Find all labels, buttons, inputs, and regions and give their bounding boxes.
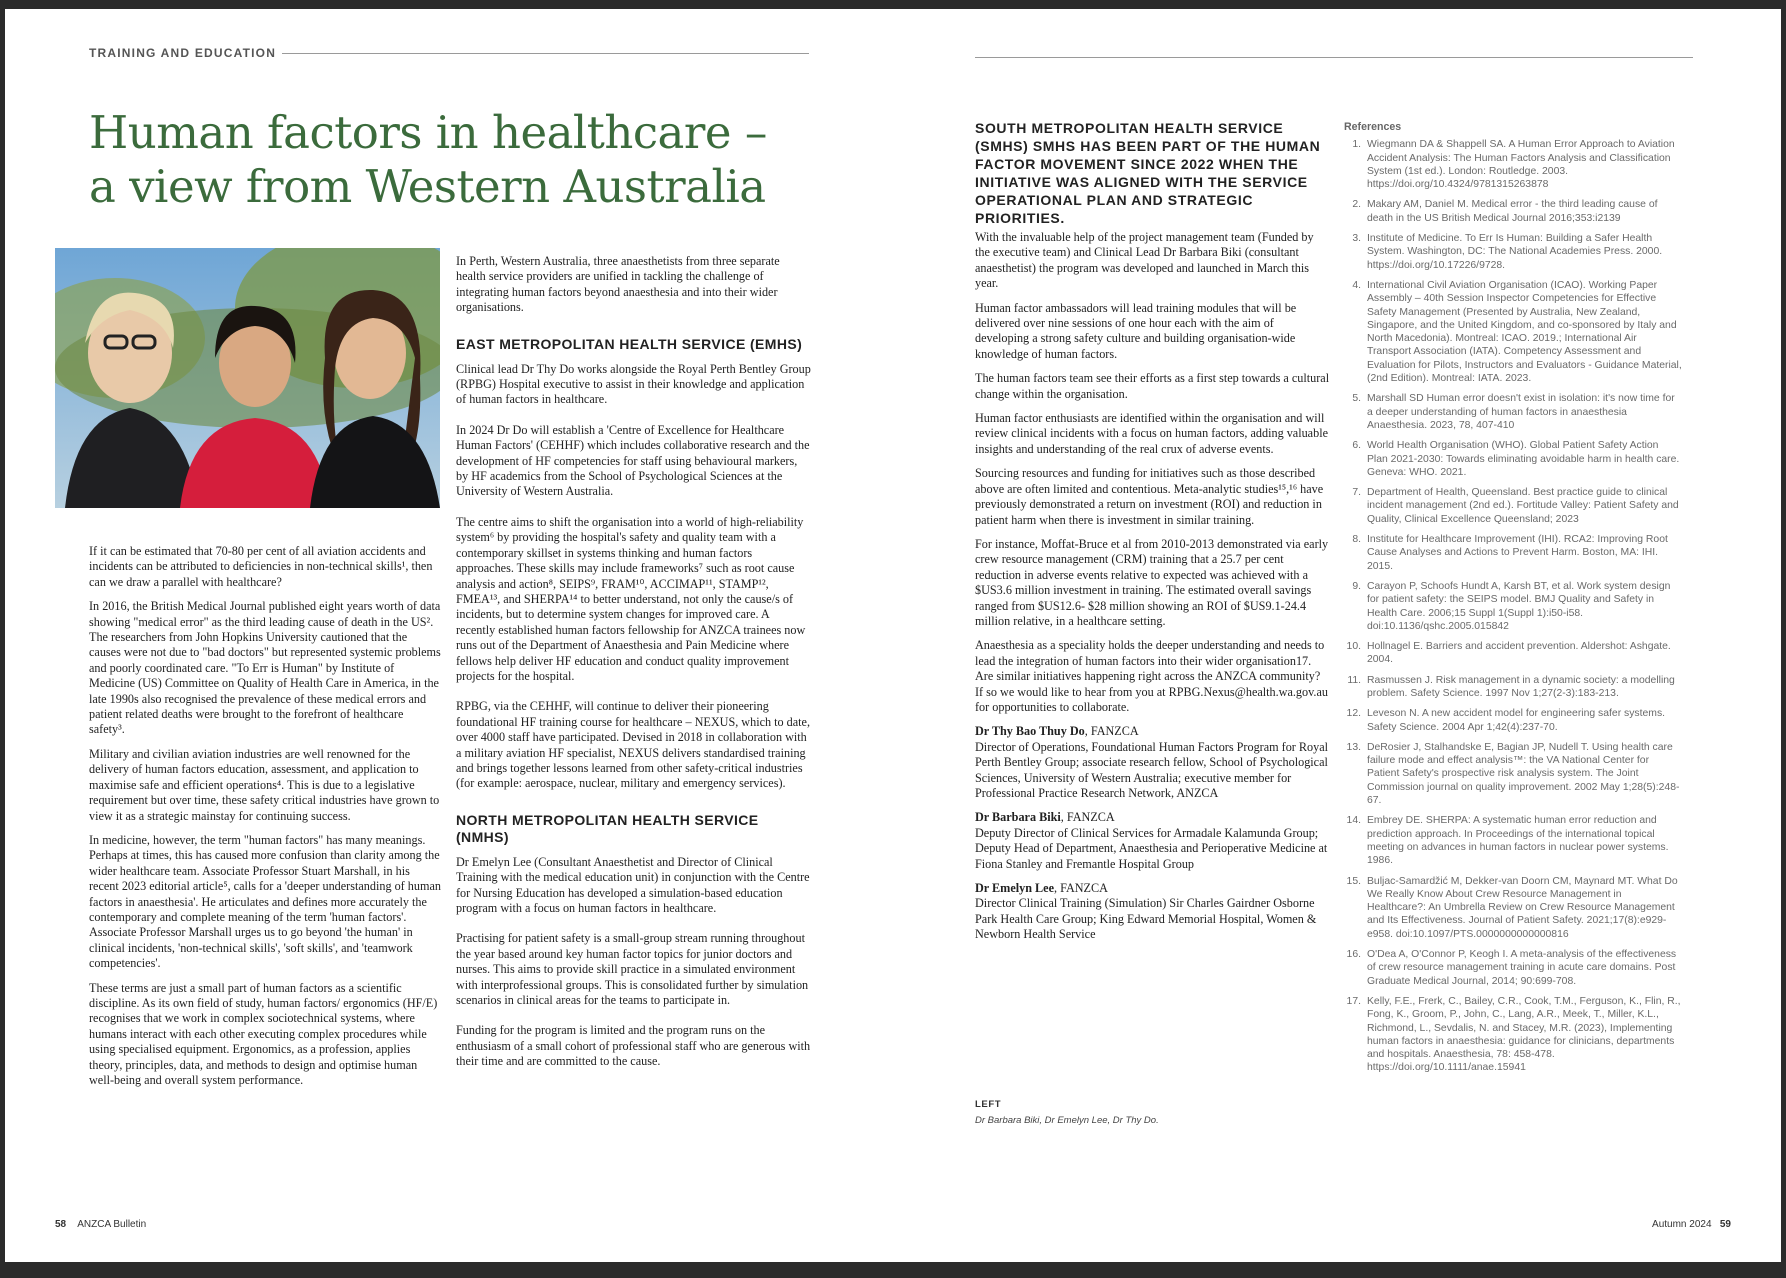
paragraph: Dr Emelyn Lee (Consultant Anaesthetist and Director of Clinical Training with the medical education unit) in conjunction with the Centre for Nursing Education has developed a simulation-based education program with a focus on human factors in healthcare. — [456, 854, 810, 915]
reference-text: Hollnagel E. Barriers and accident prevention. Aldershot: Ashgate. 2004. — [1367, 641, 1671, 666]
photo-caption: Dr Barbara Biki, Dr Emelyn Lee, Dr Thy Do. — [975, 1115, 1159, 1126]
reference-item — [1344, 674, 1682, 701]
reference-text: O'Dea A, O'Connor P, Keogh I. A meta-analysis of the effectiveness of crew resource management training in acute care domains. Post Graduate Medical Journal, 2014; 90:699-708. — [1367, 949, 1677, 987]
reference-text: Kelly, F.E., Frerk, C., Bailey, C.R., Cook, T.M., Ferguson, K., Flin, R., Fong, K., Groom, P., John, C., Lang, A.R., Meek, T., Miller, K.L., Richmond, L., Sevdalis, N. and Stacey, M.R. (2023), Implementing human factors in anaesthesia: guidance for clinicians, departments and hospitals. Anaesthesia, 78: 458-478. https://doi.org/10.1111/anae.15941 — [1367, 995, 1681, 1074]
references-heading: References — [1344, 121, 1402, 133]
reference-number: 13. — [1346, 741, 1361, 753]
reference-text: Wiegmann DA & Shappell SA. A Human Error Approach to Aviation Accident Analysis: The Human Factors Analysis and Classification System (1st ed.). London: Routledge. 2003. https://doi.org/10.4324/9781315263878 — [1367, 139, 1675, 191]
reference-number: 11. — [1347, 674, 1361, 686]
photo-illustration — [55, 248, 440, 508]
article-column-3 — [975, 119, 1331, 952]
reference-item — [1344, 875, 1682, 941]
reference-item — [1344, 948, 1682, 988]
reference-text: Leveson N. A new accident model for engineering safer systems. Safety Science. 2004 Apr 1;42(4):237-70. — [1367, 708, 1666, 733]
reference-item — [1344, 707, 1682, 734]
article-photo — [55, 248, 440, 508]
reference-item — [1344, 439, 1682, 479]
reference-text: Institute of Medicine. To Err Is Human: Building a Safer Health System. Washington, DC: The National Academies Press. 2000. https://doi.org/10.17226/9728. — [1367, 233, 1663, 271]
paragraph: In 2016, the British Medical Journal published eight years worth of data showing "medical error" as the third leading cause of death in the US². The researchers from John Hopkins University cautioned that the causes were not due to "bad doctors" but represented systemic problems and poorly coordinated care. "To Err is Human" by Institute of Medicine (US) Committee on Quality of Health Care in America, in the late 1990s also recognised the prevalence of these medical errors and patient related deaths were brought to the forefront of healthcare safety³. — [89, 599, 441, 737]
reference-number: 7. — [1352, 487, 1361, 499]
reference-number: 14. — [1346, 815, 1361, 827]
author-role: Director of Operations, Foundational Human Factors Program for Royal Perth Bentley Group; associate research fellow, School of Psychological Sciences, University of Western Australia; executive member for Professional Practice Research Network, ANZCA — [975, 739, 1329, 800]
footer-left — [55, 1219, 146, 1230]
intro-paragraph: In Perth, Western Australia, three anaesthetists from three separate health service providers are unified in tackling the challenge of integrating human factors beyond anaesthesia and into their wider organisations. — [456, 254, 780, 315]
article-column-2 — [456, 254, 811, 1079]
reference-number: 12. — [1346, 708, 1361, 720]
header-rule-right — [975, 57, 1693, 58]
magazine-spread — [5, 9, 1781, 1262]
reference-text: Marshall SD Human error doesn't exist in isolation: it's now time for a deeper understanding of human factors in anaesthesia Anaesthesia. 2023, 78, 407-410 — [1367, 393, 1675, 431]
paragraph: If it can be estimated that 70-80 per cent of all aviation accidents and incidents can be attributed to deficiencies in non-technical skills¹, then can we draw a parallel with healthcare? — [89, 544, 433, 589]
paragraph: In medicine, however, the term "human factors" has many meanings. Perhaps at times, this has caused more confusion than clarity among the wider healthcare team. Associate Professor Stuart Marshall, in his recent 2023 editorial article⁵, calls for a 'deeper understanding of human factors in anaesthesia'. He articulates and defines more accurately the contemporary and complete meaning of the term 'human factors'. Associate Professor Marshall urges us to go beyond 'the human' in clinical incidents, 'non-technical skills', 'soft skills', and 'teamwork competencies'. — [89, 832, 441, 971]
reference-text: Carayon P, Schoofs Hundt A, Karsh BT, et al. Work system design for patient safety: the SEIPS model. BMJ Quality and Safety in Health Care. 2006;15 Suppl 1(Suppl 1):i50-i58. doi:10.1136/qshc.2005.015842 — [1367, 580, 1671, 632]
reference-number: 2. — [1352, 199, 1361, 211]
reference-number: 4. — [1352, 279, 1361, 291]
author-role: Deputy Director of Clinical Services for Armadale Kalamunda Group; Deputy Head of Department, Anaesthesia and Perioperative Medicine at Fiona Stanley and Fremantle Hospital Group — [975, 825, 1328, 871]
paragraph: The centre aims to shift the organisation into a world of high-reliability system⁶ by providing the hospital's safety and quality team with a contemporary skillset in systems thinking and human factors approaches. These skills may include frameworks⁷ such as root cause analysis and action⁸, SEIPS⁹, FRAM¹⁰, ACCIMAP¹¹, STAMP¹², FMEA¹³, and SHERPA¹⁴ to better understand, not only the cause/s of incidents, but to determine system changes for improved care. A recently established human factors fellowship for ANZCA trainees now runs out of the Department of Anaesthesia and Pain Medicine where fellows help deliver HF education and conduct quality improvement projects for the hospital. — [456, 514, 806, 683]
paragraph: For instance, Moffat-Bruce et al from 2010-2013 demonstrated via early crew resource management (CRM) training that a 25.7 per cent reduction in adverse events relative to expected was achieved with a $US3.6 million investment in training. The estimated overall savings ranged from $US12.6- $28 million showing an ROI of $US9.1-24.4 million relative, in a healthcare setting. — [975, 536, 1329, 628]
reference-text: Embrey DE. SHERPA: A systematic human error reduction and prediction approach. In Proceedings of the international topical meeting on advances in human factors in nuclear power systems. 1986. — [1367, 815, 1669, 867]
reference-item — [1344, 741, 1682, 807]
author-role: Director Clinical Training (Simulation) Sir Charles Gairdner Osborne Park Health Care Group; King Edward Memorial Hospital, Women & Newborn Health Service — [975, 896, 1317, 942]
reference-text: World Health Organisation (WHO). Global Patient Safety Action Plan 2021-2030: Towards eliminating avoidable harm in health care. Geneva: WHO. 2021. — [1367, 440, 1680, 478]
issue-name: Autumn 2024 — [1652, 1219, 1712, 1230]
caption-label: LEFT — [975, 1099, 1002, 1110]
page-number: 58 — [55, 1219, 67, 1230]
reference-text: DeRosier J, Stalhandske E, Bagian JP, Nudell T. Using health care failure mode and effect analysis™: the VA National Center for Patient Safety's prospective risk analysis system. The Joint Commission journal on quality improvement. 2002 May 1;28(5):248-67. — [1367, 741, 1680, 807]
paragraph: The human factors team see their efforts as a first step towards a cultural change within the organisation. — [975, 371, 1330, 401]
title-line-2: a view from Western Australia — [89, 160, 766, 213]
emhs-heading: EAST METROPOLITAN HEALTH SERVICE (EMHS) — [456, 335, 803, 352]
reference-number: 16. — [1346, 949, 1361, 961]
reference-number: 6. — [1352, 440, 1361, 452]
author-name: Dr Barbara Biki — [975, 810, 1061, 825]
reference-number: 5. — [1352, 393, 1361, 405]
reference-text: International Civil Aviation Organisation (ICAO). Working Paper Assembly – 40th Session Inspector Competencies for Effective Safety Management (Presented by Australia, New Zealand, Singapore, and the United Kingdom, and co-sponsored by Italy and North Macedonia). Montreal: ICAO. 2019.; International Air Transport Association (IATA). Competency Assessment and Evaluation for Pilots, Instructors and Evaluators - Guidance Material, (2nd Edition). Montreal: IATA. 2023. — [1367, 279, 1682, 385]
reference-number: 9. — [1352, 580, 1361, 592]
nmhs-heading: NORTH METROPOLITAN HEALTH SERVICE (NMHS) — [456, 811, 759, 845]
reference-text: Department of Health, Queensland. Best practice guide to clinical incident management (2nd ed.). Fortitude Valley: Patient Safety and Quality, Clinical Excellence Queensland; 2023 — [1367, 487, 1679, 525]
reference-item — [1344, 533, 1682, 573]
reference-number: 8. — [1352, 534, 1361, 546]
page-number: 59 — [1719, 1219, 1731, 1230]
references-list — [1344, 138, 1682, 1074]
reference-text: Buljac-Samardžić M, Dekker-van Doorn CM, Maynard MT. What Do We Really Know About Crew Resource Management in Healthcare?: An Umbrella Review on Crew Resource Management and Its Effectiveness. Journal of Patient Safety. 2021;17(8):e929-e958. doi:10.1097/PTS.0000000000000816 — [1367, 875, 1678, 940]
reference-item — [1344, 198, 1682, 225]
reference-number: 3. — [1352, 233, 1361, 245]
paragraph: Human factor ambassadors will lead training modules that will be delivered over nine sessions of one hour each with the aim of developing a strong safety culture and building organisation-wide knowledge of human factors. — [975, 300, 1297, 361]
paragraph: Practising for patient safety is a small-group stream running throughout the year based around key human factor topics for junior doctors and nurses. This aims to provide skill practice in a simulated environment with interprofessional groups. This is consolidated further by simulation scenarios in clinical areas for the teams to participate in. — [456, 931, 809, 1008]
reference-text: Institute for Healthcare Improvement (IHI). RCA2: Improving Root Cause Analyses and Actions to Prevent Harm. Boston, MA: IHI. 2015. — [1367, 534, 1668, 572]
author-name: Dr Thy Bao Thuy Do — [975, 724, 1085, 739]
author-bio: Dr Thy Bao Thuy Do, FANZCA Director of Operations, Foundational Human Factors Program for Royal Perth Bentley Group; associate research fellow, School of Psychological Sciences, University of Western Australia; executive member for Professional Practice Research Network, ANZCA — [975, 724, 1329, 800]
author-bio: Dr Barbara Biki, FANZCA Deputy Director of Clinical Services for Armadale Kalamunda Group; Deputy Head of Department, Anaesthesia and Perioperative Medicine at Fiona Stanley and Fremantle Hospital Group — [975, 810, 1328, 871]
reference-item — [1344, 392, 1682, 432]
reference-item — [1344, 580, 1682, 633]
reference-item — [1344, 814, 1682, 867]
paragraph: Military and civilian aviation industries are well renowned for the delivery of human factors education, assessment, and application to maximise safe and efficient operations⁴. This is due to a legislative requirement but over time, these safety critical industries have grown to view it as a strategic mainstay for continuing success. — [89, 746, 440, 823]
paragraph: Sourcing resources and funding for initiatives such as those described above are often limited and contentious. Meta-analytic studies¹⁵,¹⁶ have previously demonstrated a return on investment (ROI) and reduction in patient harm when there is investment in similar training. — [975, 466, 1324, 527]
reference-item — [1344, 486, 1682, 526]
reference-number: 1. — [1352, 139, 1361, 151]
paragraph: Funding for the program is limited and the program runs on the enthusiasm of a small cohort of professional staff who are generous with their time and are committed to the cause. — [456, 1023, 811, 1069]
references — [1344, 121, 1682, 1082]
reference-text: Rasmussen J. Risk management in a dynamic society: a modelling problem. Safety Science. 1997 Nov 1;27(2-3):183-213. — [1367, 674, 1675, 699]
reference-item — [1344, 995, 1682, 1075]
header-rule — [282, 53, 809, 54]
reference-item — [1344, 138, 1682, 191]
smhs-heading: SOUTH METROPOLITAN HEALTH SERVICE (SMHS) SMHS HAS BEEN PART OF THE HUMAN FACTOR MOVEMENT SINCE 2022 WHEN THE INITIATIVE WAS ALIGNED WITH THE SERVICE OPERATIONAL PLAN AND STRATEGIC PRIORITIES. — [975, 120, 1321, 226]
paragraph: These terms are just a small part of human factors as a scientific discipline. As its own field of study, human factors/ ergonomics (HF/E) recognises that we work in complex sociotechnical systems, where humans interact with each other executing complex procedures while using specialised equipment. Ergonomics, as a profession, applies theory, principles, data, and methods to design and optimise human well-being and overall system performance. — [89, 980, 438, 1087]
author-bio: Dr Emelyn Lee, FANZCA Director Clinical Training (Simulation) Sir Charles Gairdner Osborne Park Health Care Group; King Edward Memorial Hospital, Women & Newborn Health Service — [975, 881, 1317, 942]
section-label: TRAINING AND EDUCATION — [89, 46, 809, 60]
reference-number: 15. — [1346, 875, 1361, 887]
paragraph: RPBG, via the CEHHF, will continue to deliver their pioneering foundational HF training course for healthcare – NEXUS, which to date, over 4000 staff have participated. Devised in 2018 in collaboration with a military aviation HF specialist, NEXUS delivers standardised training and brings together lessons learned from other safety-critical industries (for example: aerospace, nuclear, military and emergency services). — [456, 699, 811, 791]
article-column-1 — [89, 544, 441, 1097]
reference-item — [1344, 232, 1682, 272]
title-line-1: Human factors in healthcare – — [89, 106, 767, 159]
reference-text: Makary AM, Daniel M. Medical error - the third leading cause of death in the US British Medical Journal 2016;353:i2139 — [1367, 199, 1658, 224]
footer-right — [1652, 1219, 1731, 1230]
article-title — [89, 106, 809, 214]
reference-item — [1344, 279, 1682, 385]
paragraph: In 2024 Dr Do will establish a 'Centre of Excellence for Healthcare Human Factors' (CEHHF) which includes collaborative research and the development of HF competencies for staff using behavioural markers, by HF academics from the School of Psychological Sciences at the University of Western Australia. — [456, 422, 810, 499]
paragraph: Anaesthesia as a speciality holds the deeper understanding and needs to lead the integration of human factors into their wider organisation17. Are similar initiatives happening right across the ANZCA community? If so we would like to hear from you at RPBG.Nexus@health.wa.gov.au for opportunities to collaborate. — [975, 638, 1328, 714]
author-name: Dr Emelyn Lee — [975, 881, 1054, 896]
paragraph: Human factor enthusiasts are identified within the organisation and will review clinical incidents with a focus on human factors, adding valuable insights and understanding of the real crux of adverse events. — [975, 411, 1328, 456]
reference-item — [1344, 640, 1682, 667]
reference-number: 17. — [1346, 995, 1361, 1007]
paragraph: Clinical lead Dr Thy Do works alongside the Royal Perth Bentley Group (RPBG) Hospital executive to assist in their knowledge and application of human factors in healthcare. — [456, 361, 811, 407]
reference-number: 10. — [1346, 641, 1361, 653]
publication-name: ANZCA Bulletin — [77, 1219, 147, 1230]
paragraph: With the invaluable help of the project management team (Funded by the executive team) and Clinical Lead Dr Barbara Biki (consultant anaesthetist) the program was developed and launched in March this year. — [975, 230, 1314, 291]
